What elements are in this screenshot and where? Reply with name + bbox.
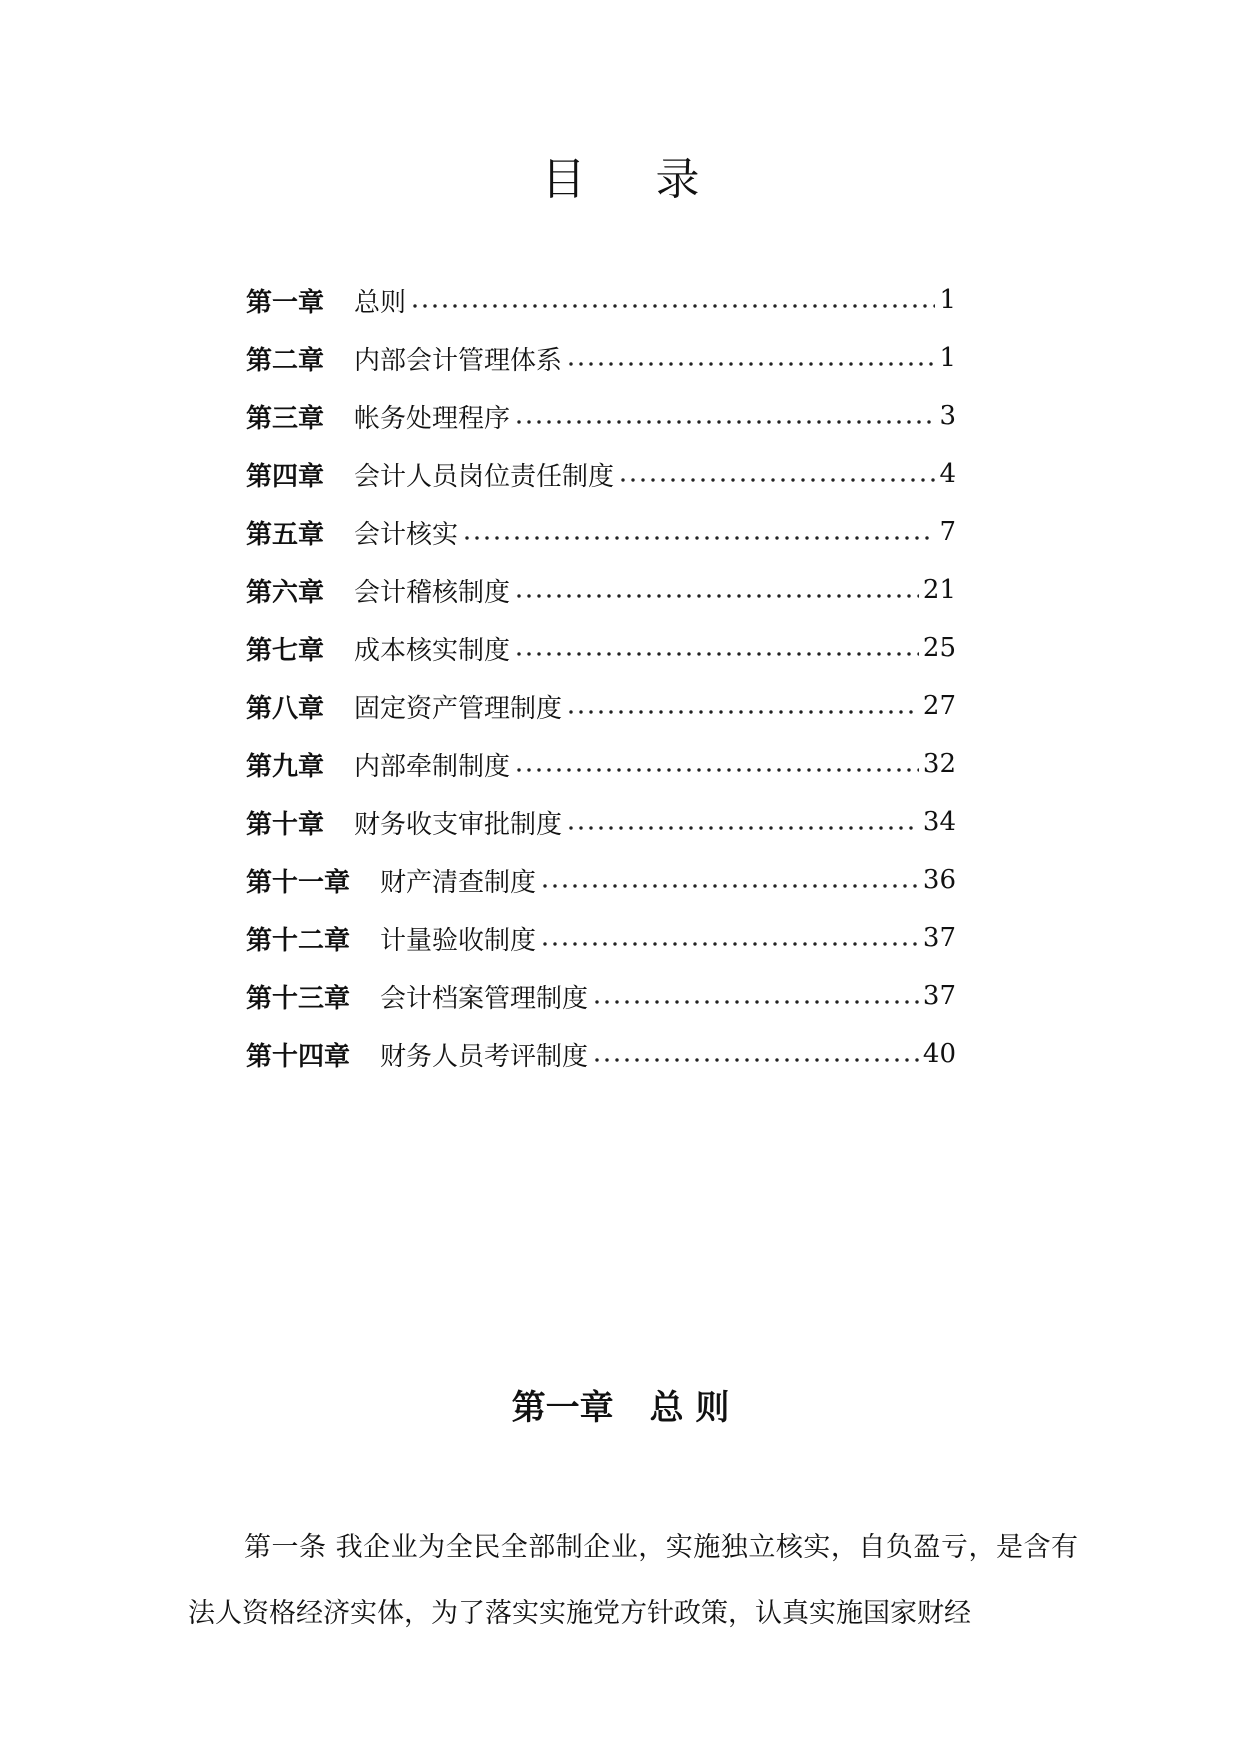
toc-entry[interactable]	[246, 396, 956, 436]
toc-entry[interactable]	[246, 860, 956, 900]
toc-chapter-name: 成本核实制度	[354, 635, 511, 666]
toc-chapter-name: 财务收支审批制度	[354, 809, 563, 840]
toc-chapter-number: 第十二章	[246, 925, 351, 956]
toc-chapter-name: 固定资产管理制度	[354, 693, 563, 724]
toc-dot-leader	[618, 478, 935, 482]
article-paragraph: 第一条 我企业为全民全部制企业，实施独立核实，自负盈亏，是含有法人资格经济实体，为了落实实施党方针政策，认真实施国家财经	[188, 1532, 1078, 1629]
toc-entry[interactable]	[246, 976, 956, 1016]
toc-title-char-2: 录	[655, 154, 700, 205]
toc-chapter-number: 第十一章	[246, 867, 351, 898]
toc-dot-leader	[410, 304, 935, 308]
toc-dot-leader	[566, 362, 935, 366]
toc-entry[interactable]	[246, 628, 956, 668]
toc-page-number: 7	[939, 517, 956, 547]
toc-title	[0, 150, 1241, 210]
toc-page-number: 21	[922, 575, 956, 605]
toc-chapter-name: 总则	[354, 287, 407, 318]
toc-chapter-name: 内部牵制制度	[354, 751, 511, 782]
toc-page-number: 32	[922, 749, 956, 779]
toc-chapter-name: 财产清查制度	[380, 867, 537, 898]
toc-dot-leader	[592, 1058, 919, 1062]
toc-chapter-number: 第九章	[246, 751, 325, 782]
toc-chapter-number: 第二章	[246, 345, 325, 376]
toc-page-number: 36	[922, 865, 956, 895]
toc-entry[interactable]	[246, 686, 956, 726]
toc-chapter-number: 第十四章	[246, 1041, 351, 1072]
toc-page-number: 1	[939, 343, 956, 373]
toc-dot-leader	[514, 652, 919, 656]
toc-chapter-name: 内部会计管理体系	[354, 345, 563, 376]
toc-page-number: 34	[922, 807, 956, 837]
toc-entry[interactable]	[246, 802, 956, 842]
toc-dot-leader	[462, 536, 935, 540]
toc-chapter-name: 计量验收制度	[380, 925, 537, 956]
toc-dot-leader	[540, 884, 919, 888]
toc-page-number: 37	[922, 923, 956, 953]
toc-dot-leader	[566, 826, 919, 830]
toc-entry[interactable]	[246, 570, 956, 610]
toc-chapter-number: 第五章	[246, 519, 325, 550]
toc-entry[interactable]	[246, 454, 956, 494]
toc-dot-leader	[592, 1000, 919, 1004]
toc-dot-leader	[540, 942, 919, 946]
toc-chapter-name: 会计核实	[354, 519, 459, 550]
toc-chapter-number: 第三章	[246, 403, 325, 434]
toc-page-number: 1	[939, 285, 956, 315]
toc-page-number: 37	[922, 981, 956, 1011]
toc-page-number: 40	[922, 1039, 956, 1069]
toc-dot-leader	[566, 710, 919, 714]
toc-chapter-number: 第四章	[246, 461, 325, 492]
toc-page-number: 4	[939, 459, 956, 489]
chapter-heading	[0, 1385, 1241, 1431]
toc-title-char-1: 目	[541, 154, 586, 205]
toc-chapter-number: 第六章	[246, 577, 325, 608]
toc-chapter-name: 帐务处理程序	[354, 403, 511, 434]
toc-chapter-number: 第七章	[246, 635, 325, 666]
toc-page-number: 27	[922, 691, 956, 721]
toc-chapter-name: 会计稽核制度	[354, 577, 511, 608]
toc-chapter-name: 会计人员岗位责任制度	[354, 461, 615, 492]
toc-chapter-name: 会计档案管理制度	[380, 983, 589, 1014]
chapter-heading-name: 总 则	[649, 1388, 730, 1428]
toc-dot-leader	[514, 594, 919, 598]
chapter-heading-number: 第一章	[511, 1388, 614, 1428]
toc-entry[interactable]	[246, 1034, 956, 1074]
toc-page-number: 25	[922, 633, 956, 663]
toc-chapter-name: 财务人员考评制度	[380, 1041, 589, 1072]
toc-chapter-number: 第八章	[246, 693, 325, 724]
toc-entry[interactable]	[246, 512, 956, 552]
toc-chapter-number: 第十三章	[246, 983, 351, 1014]
toc-page-number: 3	[939, 401, 956, 431]
toc-entry[interactable]	[246, 280, 956, 320]
toc-chapter-number: 第一章	[246, 287, 325, 318]
toc-entry[interactable]	[246, 744, 956, 784]
toc-dot-leader	[514, 768, 919, 772]
toc-entry[interactable]	[246, 338, 956, 378]
toc-entry[interactable]	[246, 918, 956, 958]
toc-chapter-number: 第十章	[246, 809, 325, 840]
toc-dot-leader	[514, 420, 935, 424]
